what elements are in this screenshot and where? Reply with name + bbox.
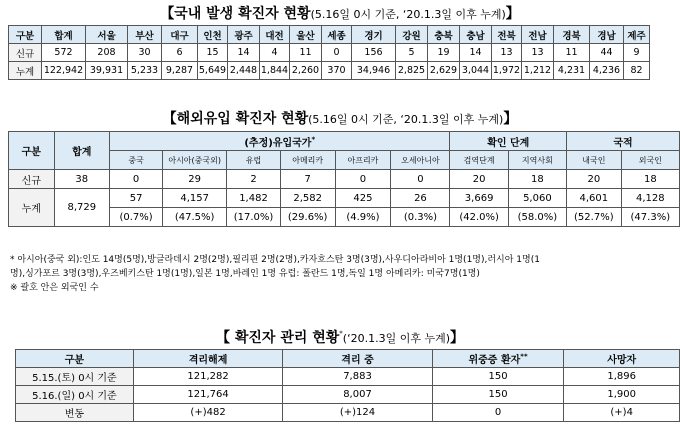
domestic-header-cell: 울산 (290, 26, 322, 44)
domestic-value-cell: 11 (290, 44, 322, 62)
overseas-new-cell: 0 (391, 170, 450, 189)
domestic-value-cell: 15 (198, 44, 228, 62)
domestic-row-new (9, 44, 650, 62)
domestic-header-cell: 강원 (396, 26, 428, 44)
note-asia-1: * 아시아(중국 외):인도 14명(5명),방글라데시 2명(2명),필리핀 2명(2명),카자흐스탄 3명(3명),사우디아라비아 1명(1명),러시아 1명(1 (10, 255, 540, 265)
overseas-subheader-cell: 내국인 (567, 151, 622, 170)
domestic-value-cell: 4 (260, 44, 290, 62)
domestic-value-cell: 6 (162, 44, 198, 62)
overseas-cum-cell: 2,582 (280, 189, 335, 208)
overseas-cum-cell: 4,601 (567, 189, 622, 208)
domestic-value-cell: 14 (228, 44, 260, 62)
overseas-group-nationality: 국적 (567, 132, 680, 151)
management-row-change (16, 404, 680, 422)
domestic-header-cell: 서울 (86, 26, 128, 44)
domestic-header-cell: 대전 (260, 26, 290, 44)
management-value-cell: (+)482 (133, 404, 282, 422)
domestic-header-cell: 충남 (460, 26, 492, 44)
domestic-value-cell: 0 (322, 44, 352, 62)
overseas-pct-cell: (29.6%) (280, 208, 335, 227)
overseas-new-cell: 38 (54, 170, 109, 189)
domestic-value-cell: 82 (624, 62, 650, 80)
management-table (15, 349, 680, 422)
overseas-cases-table (8, 131, 680, 227)
domestic-header-row (9, 26, 650, 44)
domestic-header-cell: 전북 (492, 26, 522, 44)
overseas-new-cell: 0 (110, 170, 163, 189)
overseas-subheader-cell: 아시아(중국외) (163, 151, 227, 170)
domestic-value-cell: 5,233 (128, 62, 162, 80)
management-header-cell: 격리 중 (283, 350, 432, 368)
overseas-row-percent (9, 208, 680, 227)
overseas-cum-cell: 5,060 (508, 189, 566, 208)
overseas-pct-cell: (47.3%) (621, 208, 679, 227)
domestic-header-cell: 구분 (9, 26, 42, 44)
overseas-group-country: (추정)유입국가* (110, 132, 450, 151)
domestic-value-cell: 2,825 (396, 62, 428, 80)
overseas-pct-cell: (47.5%) (163, 208, 227, 227)
overseas-new-label: 신규 (9, 170, 55, 189)
management-value-cell: 1,896 (564, 368, 680, 386)
domestic-value-cell: 39,931 (86, 62, 128, 80)
management-value-cell: 8,007 (283, 386, 432, 404)
domestic-value-cell: 13 (492, 44, 522, 62)
domestic-value-cell: 30 (128, 44, 162, 62)
domestic-value-cell: 208 (86, 44, 128, 62)
domestic-value-cell: 3,044 (460, 62, 492, 80)
domestic-header-cell: 경기 (352, 26, 396, 44)
overseas-col-gubun: 구분 (9, 132, 55, 170)
overseas-subheader-row (9, 151, 680, 170)
management-row-label: 5.16.(일) 0시 기준 (16, 386, 134, 404)
domestic-value-cell: 572 (42, 44, 86, 62)
domestic-value-cell: 19 (428, 44, 460, 62)
overseas-new-cell: 0 (335, 170, 391, 189)
overseas-subheader-cell: 검역단계 (450, 151, 508, 170)
overseas-cum-cell: 57 (110, 189, 163, 208)
domestic-value-cell: 5 (396, 44, 428, 62)
domestic-value-cell: 2,448 (228, 62, 260, 80)
overseas-subheader-cell: 아메리카 (280, 151, 335, 170)
note-parentheses: ※ 괄호 안은 외국인 수 (10, 283, 99, 293)
overseas-subheader-cell: 유럽 (227, 151, 281, 170)
overseas-title: 【해외유입 확진자 현황(5.16일 0시 기준, ‘20.1.3일 이후 누계)】 (162, 111, 518, 127)
domestic-value-cell: 9 (624, 44, 650, 62)
domestic-header-cell: 광주 (228, 26, 260, 44)
domestic-header-cell: 대구 (162, 26, 198, 44)
overseas-pct-cell: (4.9%) (335, 208, 391, 227)
domestic-value-cell: 11 (554, 44, 590, 62)
domestic-row-label: 누계 (9, 62, 42, 80)
overseas-cum-cell: 26 (391, 189, 450, 208)
management-row-0516 (16, 386, 680, 404)
domestic-title: 【국내 발생 확진자 현황(5.16일 0시 기준, ‘20.1.3일 이후 누계)】 (160, 6, 520, 22)
overseas-cum-cell: 425 (335, 189, 391, 208)
overseas-new-cell: 29 (163, 170, 227, 189)
domestic-value-cell: 2,629 (428, 62, 460, 80)
overseas-pct-cell: (0.7%) (110, 208, 163, 227)
management-header-cell: 격리해제 (133, 350, 282, 368)
domestic-header-cell: 경남 (590, 26, 624, 44)
domestic-header-cell: 부산 (128, 26, 162, 44)
domestic-value-cell: 4,236 (590, 62, 624, 80)
management-row-label: 변동 (16, 404, 134, 422)
note-asia-2: 명),싱가포르 3명(3명),우즈베키스탄 1명(1명),일본 1명,바레인 1명 유럽: 폴란드 1명,독일 1명 아메리카: 미국7명(1명) (10, 269, 480, 279)
overseas-new-cell: 18 (508, 170, 566, 189)
domestic-header-cell: 인천 (198, 26, 228, 44)
management-row-label: 5.15.(토) 0시 기준 (16, 368, 134, 386)
overseas-pct-cell: (52.7%) (567, 208, 622, 227)
overseas-col-total: 합계 (54, 132, 109, 170)
domestic-row-label: 신규 (9, 44, 42, 62)
domestic-header-cell: 제주 (624, 26, 650, 44)
management-value-cell: 150 (432, 368, 564, 386)
management-value-cell: 121,282 (133, 368, 282, 386)
overseas-cum-cell: 4,157 (163, 189, 227, 208)
overseas-new-cell: 7 (280, 170, 335, 189)
domestic-header-cell: 합계 (42, 26, 86, 44)
management-header-cell: 구분 (16, 350, 134, 368)
overseas-subheader-cell: 중국 (110, 151, 163, 170)
overseas-pct-cell: (0.3%) (391, 208, 450, 227)
domestic-value-cell: 4,231 (554, 62, 590, 80)
domestic-value-cell: 13 (522, 44, 554, 62)
management-value-cell: 1,900 (564, 386, 680, 404)
overseas-new-cell: 2 (227, 170, 281, 189)
domestic-row-cumulative (9, 62, 650, 80)
management-value-cell: (+)124 (283, 404, 432, 422)
overseas-cum-cell: 1,482 (227, 189, 281, 208)
management-header-row (16, 350, 680, 368)
overseas-subheader-cell: 오세아니아 (391, 151, 450, 170)
management-header-cell: 사망자 (564, 350, 680, 368)
domestic-value-cell: 44 (590, 44, 624, 62)
overseas-cum-cell: 4,128 (621, 189, 679, 208)
overseas-new-cell: 18 (621, 170, 679, 189)
overseas-subheader-cell: 외국인 (621, 151, 679, 170)
domestic-value-cell: 14 (460, 44, 492, 62)
overseas-pct-cell: (42.0%) (450, 208, 508, 227)
overseas-row-new (9, 170, 680, 189)
overseas-cum-total: 8,729 (54, 189, 109, 227)
overseas-new-cell: 20 (450, 170, 508, 189)
management-row-0515 (16, 368, 680, 386)
management-value-cell: (+)4 (564, 404, 680, 422)
domestic-header-cell: 전남 (522, 26, 554, 44)
domestic-value-cell: 2,260 (290, 62, 322, 80)
management-header-cell: 위중증 환자** (432, 350, 564, 368)
domestic-value-cell: 1,972 (492, 62, 522, 80)
management-value-cell: 0 (432, 404, 564, 422)
overseas-group-confirm: 확인 단계 (450, 132, 567, 151)
domestic-header-cell: 충북 (428, 26, 460, 44)
overseas-new-cell: 20 (567, 170, 622, 189)
overseas-subheader-cell: 지역사회 (508, 151, 566, 170)
overseas-cum-cell: 3,669 (450, 189, 508, 208)
domestic-header-cell: 세종 (322, 26, 352, 44)
domestic-cases-table (8, 25, 650, 80)
domestic-value-cell: 1,844 (260, 62, 290, 80)
domestic-value-cell: 5,649 (198, 62, 228, 80)
domestic-value-cell: 9,287 (162, 62, 198, 80)
overseas-pct-cell: (58.0%) (508, 208, 566, 227)
overseas-subheader-cell: 아프리카 (335, 151, 391, 170)
management-value-cell: 7,883 (283, 368, 432, 386)
domestic-value-cell: 34,946 (352, 62, 396, 80)
overseas-row-cumulative (9, 189, 680, 208)
management-value-cell: 121,764 (133, 386, 282, 404)
domestic-header-cell: 경북 (554, 26, 590, 44)
domestic-value-cell: 156 (352, 44, 396, 62)
domestic-value-cell: 122,942 (42, 62, 86, 80)
overseas-pct-cell: (17.0%) (227, 208, 281, 227)
management-value-cell: 150 (432, 386, 564, 404)
management-title: 【 확진자 관리 현황*(‘20.1.3일 이후 누계)】 (216, 329, 464, 346)
domestic-value-cell: 1,212 (522, 62, 554, 80)
overseas-cum-label: 누계 (9, 189, 55, 227)
domestic-value-cell: 370 (322, 62, 352, 80)
